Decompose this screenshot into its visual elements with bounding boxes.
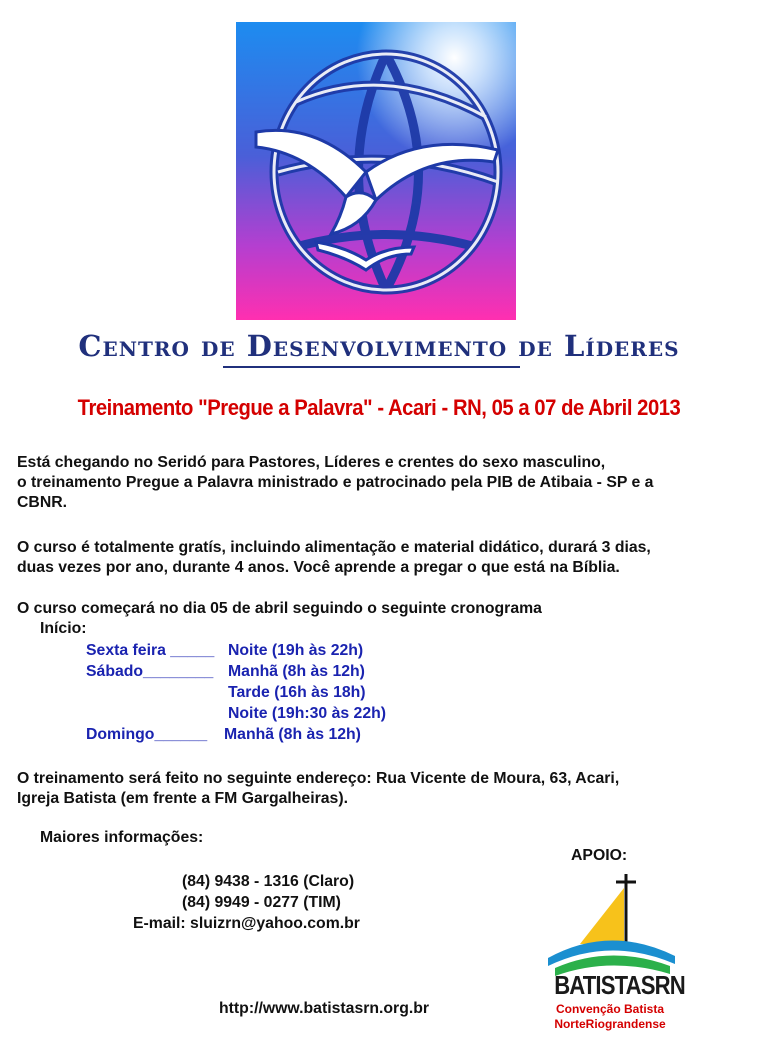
schedule-day-2: Sábado________ bbox=[86, 663, 214, 680]
support-label: APOIO: bbox=[571, 847, 628, 864]
title-underline bbox=[223, 366, 520, 368]
page-title: Centro de Desenvolvimento de Líderes bbox=[78, 329, 680, 363]
schedule-label: Início: bbox=[40, 620, 87, 637]
contact-email: E-mail: sluizrn@yahoo.com.br bbox=[133, 915, 360, 932]
address-paragraph bbox=[17, 769, 737, 809]
website-link[interactable]: http://www.batistasrn.org.br bbox=[219, 1000, 430, 1017]
illustration-globe-book bbox=[236, 22, 516, 320]
phone-claro: (84) 9438 - 1316 (Claro) bbox=[182, 873, 355, 890]
schedule-time-1: Noite (19h às 22h) bbox=[228, 642, 364, 659]
schedule-intro: O curso começará no dia 05 de abril seguindo o seguinte cronograma bbox=[17, 600, 542, 617]
schedule-day-5: Domingo______ bbox=[86, 726, 208, 743]
phone-tim: (84) 9949 - 0277 (TIM) bbox=[182, 894, 341, 911]
logo-line-1: Convenção Batista bbox=[555, 1002, 665, 1016]
intro-line-1: Está chegando no Seridó para Pastores, Líderes e crentes do sexo masculino, bbox=[17, 454, 606, 471]
schedule-time-5: Manhã (8h às 12h) bbox=[224, 726, 361, 743]
schedule-time-4: Noite (19h:30 às 22h) bbox=[228, 705, 387, 722]
address-line-2: Igreja Batista (em frente a FM Gargalheiras). bbox=[17, 790, 348, 807]
logo-title: BATISTASRN bbox=[554, 970, 685, 1000]
contact-label: Maiores informações: bbox=[40, 829, 204, 846]
intro-line-3: CBNR. bbox=[17, 494, 68, 511]
course-paragraph bbox=[17, 538, 737, 578]
course-line-2: duas vezes por ano, durante 4 anos. Você aprende a pregar o que está na Bíblia. bbox=[17, 559, 620, 576]
address-line-1: O treinamento será feito no seguinte endereço: Rua Vicente de Moura, 63, Acari, bbox=[17, 770, 620, 787]
schedule-time-3: Tarde (16h às 18h) bbox=[228, 684, 366, 701]
batistasrn-logo bbox=[540, 866, 685, 1041]
schedule-day-1: Sexta feira _____ bbox=[86, 642, 215, 659]
logo-line-2: NorteRiograndense bbox=[554, 1017, 666, 1031]
schedule-time-2: Manhã (8h às 12h) bbox=[228, 663, 365, 680]
intro-line-2: o treinamento Pregue a Palavra ministrado e patrocinado pela PIB de Atibaia - SP e a bbox=[17, 474, 654, 491]
course-line-1: O curso é totalmente gratís, incluindo alimentação e material didático, durará 3 dias, bbox=[17, 539, 651, 556]
event-subtitle: Treinamento "Pregue a Palavra" - Acari - RN, 05 a 07 de Abril 2013 bbox=[77, 395, 681, 420]
intro-paragraph bbox=[17, 453, 737, 513]
